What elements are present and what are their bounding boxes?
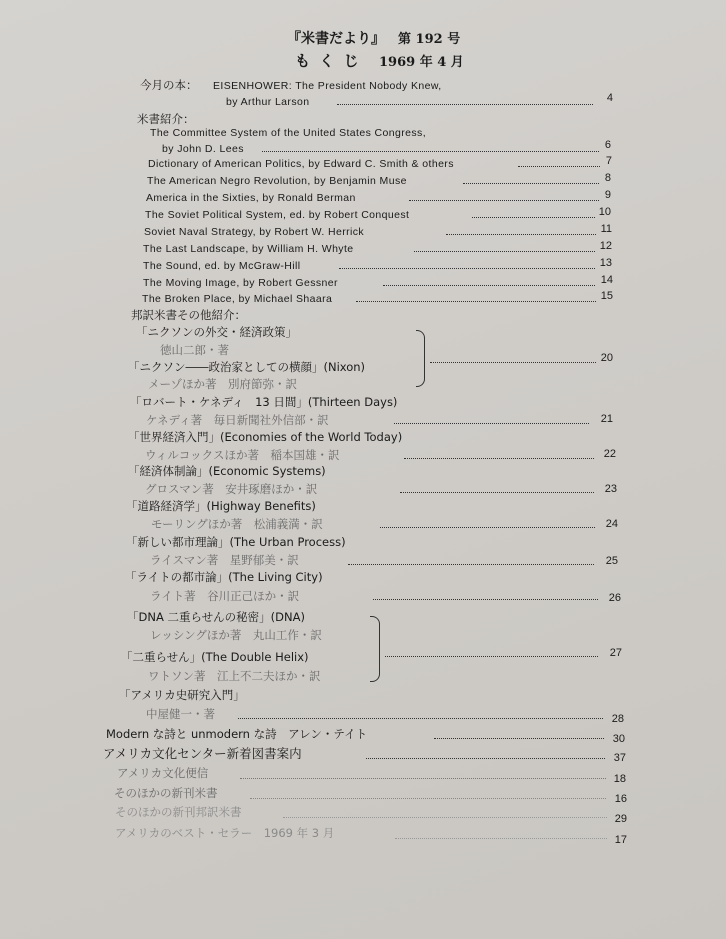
leader-dots (404, 458, 594, 459)
page-number: 20 (600, 352, 613, 364)
page-number: 8 (604, 172, 611, 184)
page-number: 11 (600, 223, 612, 235)
page-number: 24 (605, 518, 618, 530)
toc-entry-credit: ライト著 谷川正己ほか・訳 (150, 589, 300, 603)
page-number: 12 (599, 240, 612, 252)
page-number: 15 (600, 290, 613, 302)
page-number: 7 (605, 155, 612, 167)
publication-title: 『米書だより』 (287, 31, 385, 47)
leader-dots (348, 564, 594, 565)
grouping-brace (370, 616, 380, 682)
page-number: 9 (604, 189, 611, 201)
toc-entry-credit: メーゾほか著 別府節弥・訳 (148, 377, 298, 391)
toc-entry: そのほかの新刊米書 (114, 786, 218, 800)
toc-entry: 「二重らせん」(The Double Helix) (121, 650, 309, 664)
leader-dots (238, 718, 603, 719)
page-number: 22 (603, 448, 616, 460)
page-number: 13 (599, 257, 612, 269)
toc-entry-credit: 中屋健一・著 (146, 707, 215, 721)
page-number: 16 (614, 793, 627, 805)
page-number: 23 (604, 483, 617, 495)
contents-heading: も く じ (295, 52, 361, 70)
toc-entry: America in the Sixties, by Ronald Berman (146, 192, 356, 204)
toc-entry: 「DNA 二重らせんの秘密」(DNA) (127, 610, 305, 624)
toc-entry-credit: ワトソン著 江上不二夫ほか・訳 (148, 669, 321, 683)
toc-entry: 「経済体制論」(Economic Systems) (128, 464, 326, 478)
leader-dots (240, 778, 606, 779)
toc-entry: 「ライトの都市論」(The Living City) (125, 570, 323, 584)
leader-dots (356, 301, 596, 302)
leader-dots (385, 656, 598, 657)
toc-entry-credit: グロスマン著 安井琢磨ほか・訳 (145, 482, 318, 496)
grouping-brace (416, 330, 425, 387)
toc-entry: アメリカ文化センター新着図書案内 (103, 746, 302, 761)
leader-dots (339, 268, 595, 269)
toc-entry: Soviet Naval Strategy, by Robert W. Herrick (144, 226, 365, 238)
toc-entry-credit: 徳山二郎・著 (160, 343, 229, 357)
toc-entry-credit: モーリングほか著 松浦義満・訳 (151, 517, 323, 531)
featured-author: by Arthur Larson (226, 96, 310, 108)
toc-entry: The Soviet Political System, ed. by Robert Conquest (145, 209, 410, 221)
toc-entry-credit: ライスマン著 星野郁美・訳 (150, 553, 299, 567)
toc-entry: 「ニクソン――政治家としての横顔」(Nixon) (128, 360, 366, 374)
leader-dots (250, 798, 606, 799)
page-number: 27 (609, 647, 622, 659)
leader-dots (434, 738, 604, 739)
leader-dots (430, 362, 596, 363)
toc-entry: The Sound, ed. by McGraw-Hill (143, 260, 301, 272)
section-heading: 米書紹介： (137, 112, 195, 126)
page-number: 10 (598, 206, 611, 218)
toc-entry: 「道路経済学」(Highway Benefits) (126, 499, 316, 513)
leader-dots (395, 838, 607, 839)
toc-entry: The Moving Image, by Robert Gessner (143, 277, 338, 289)
leader-dots (262, 151, 599, 152)
issue-number: 第 192 号 (398, 32, 461, 47)
toc-entry-author: by John D. Lees (162, 143, 244, 155)
toc-entry: Modern な詩と unmodern な詩 アレン・テイト (106, 727, 368, 741)
featured-title: EISENHOWER: The President Nobody Knew, (213, 80, 442, 92)
leader-dots (394, 423, 589, 424)
toc-entry: The Last Landscape, by William H. Whyte (143, 243, 354, 255)
toc-entry: 「新しい都市理論」(The Urban Process) (126, 535, 346, 549)
page-number: 4 (606, 92, 613, 104)
toc-entry: そのほかの新刊邦訳米書 (115, 805, 242, 819)
toc-entry: 「世界経済入門」(Economies of the World Today) (128, 430, 403, 444)
leader-dots (366, 758, 605, 759)
page-number: 28 (611, 713, 624, 725)
page-number: 6 (604, 139, 611, 151)
section-heading: 邦訳米書その他紹介： (131, 308, 246, 322)
leader-dots (383, 285, 595, 286)
page-number: 30 (612, 733, 625, 745)
toc-entry: The Broken Place, by Michael Shaara (142, 293, 333, 305)
leader-dots (380, 527, 595, 528)
leader-dots (373, 599, 598, 600)
page-number: 21 (600, 413, 613, 425)
page-number: 37 (613, 752, 626, 764)
page-number: 14 (600, 274, 613, 286)
page-number: 17 (614, 834, 627, 846)
toc-entry: The American Negro Revolution, by Benjamin Muse (147, 175, 407, 187)
toc-entry-credit: ウィルコックスほか著 稲本国雄・訳 (145, 448, 340, 462)
toc-entry: アメリカのベスト・セラー 1969 年 3 月 (115, 826, 335, 840)
toc-entry: Dictionary of American Politics, by Edward C. Smith & others (148, 158, 454, 170)
toc-entry-credit: レッシングほか著 丸山工作・訳 (150, 628, 322, 642)
leader-dots (337, 104, 593, 105)
featured-label: 今月の本： (140, 78, 198, 92)
leader-dots (400, 492, 594, 493)
toc-entry: 「ニクソンの外交・経済政策」 (136, 325, 297, 339)
toc-entry: 「アメリカ史研究入門」 (119, 688, 245, 702)
issue-date: 1969 年 4 月 (379, 55, 464, 70)
page-number: 29 (614, 813, 627, 825)
page-number: 26 (608, 592, 621, 604)
page-number: 18 (613, 773, 626, 785)
page-number: 25 (605, 555, 618, 567)
toc-entry-credit: ケネディ著 毎日新聞社外信部・訳 (146, 413, 329, 427)
toc-entry: The Committee System of the United States Congress, (150, 127, 427, 139)
leader-dots (283, 817, 607, 818)
toc-entry: 「ロバート・ケネディ 13 日間」(Thirteen Days) (130, 395, 398, 409)
leader-dots (414, 251, 595, 252)
toc-entry: アメリカ文化便信 (117, 766, 209, 780)
